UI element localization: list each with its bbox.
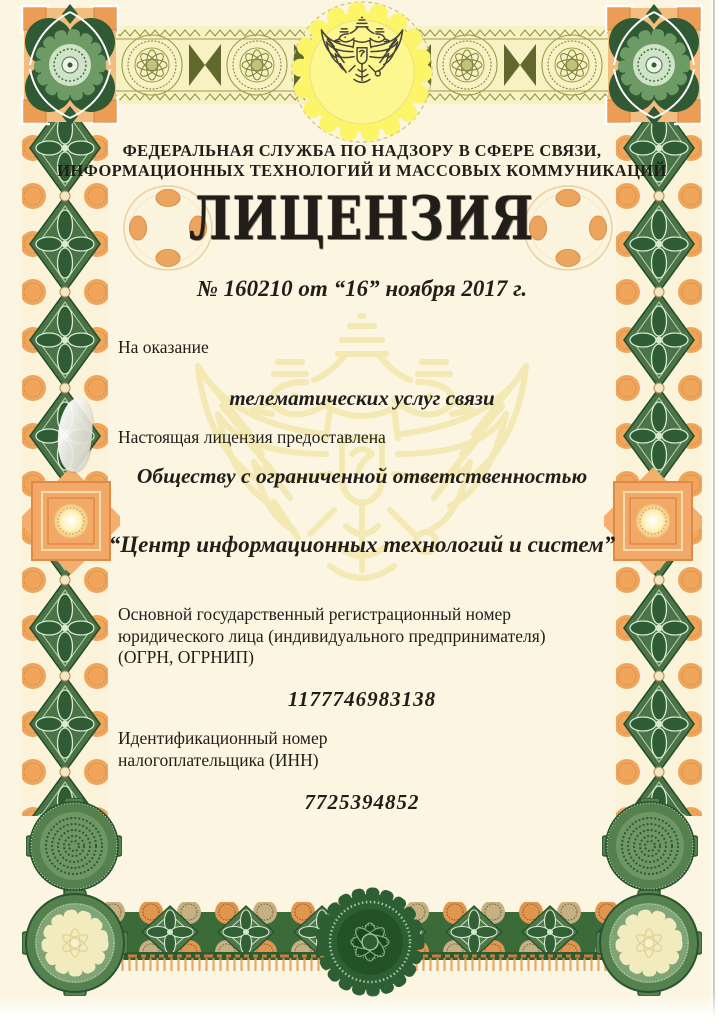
granted-label: Настоящая лицензия предоставлена <box>118 427 386 447</box>
issuing-authority <box>0 141 724 181</box>
ogrn-label-line1: Основной государственный регистрационный номер <box>118 604 512 624</box>
issued-for-label: На оказание <box>118 337 209 357</box>
ogrn-label-line2: юридического лица (индивидуального предпринимателя) <box>118 625 546 646</box>
issuing-authority-line2: ИНФОРМАЦИОННЫХ ТЕХНОЛОГИЙ И МАССОВЫХ КОММУНИКАЦИЙ <box>57 161 667 180</box>
coat-of-arms-icon <box>292 2 432 142</box>
corner-rosette-top-left <box>22 4 118 126</box>
inn-label-line1: Идентификационный номер <box>118 728 328 748</box>
inn-value: 7725394852 <box>304 790 420 814</box>
license-title-text: ЛИЦЕНЗИЯ <box>189 184 535 254</box>
ogrn-label <box>118 604 618 669</box>
license-title <box>0 184 724 254</box>
service-type: телематических услуг связи <box>229 386 495 410</box>
page-edge-right <box>708 0 724 1024</box>
grantee-name: “Центр информационных технологий и систем” <box>108 532 616 557</box>
ogrn-label-line3: (ОГРН, ОГРНИП) <box>118 647 254 667</box>
ogrn-value: 1177746983138 <box>287 687 437 711</box>
grantee-type: Обществу с ограниченной ответственностью <box>136 464 588 488</box>
bottom-center-rosette <box>321 893 419 991</box>
license-number-line: № 160210 от “16” ноября 2017 г. <box>196 276 528 301</box>
inn-label-line2: налогоплательщика (ИНН) <box>118 749 319 770</box>
inn-label <box>118 728 618 771</box>
page-edge-bottom <box>0 994 724 1024</box>
corner-rosette-top-right <box>606 4 702 126</box>
issuing-authority-line1: ФЕДЕРАЛЬНАЯ СЛУЖБА ПО НАДЗОРУ В СФЕРЕ СВЯЗИ, <box>122 141 602 160</box>
